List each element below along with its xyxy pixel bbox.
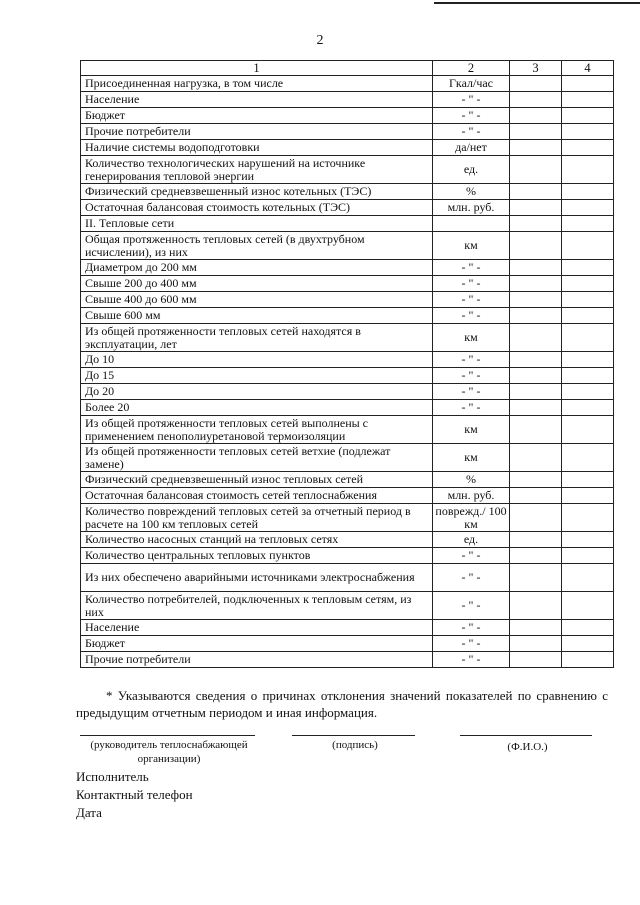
row-col-4: [562, 532, 614, 548]
row-unit: - " -: [433, 620, 510, 636]
row-col-3: [510, 140, 562, 156]
row-label: Физический средневзвешенный износ тепловых сетей: [81, 472, 433, 488]
row-label: Население: [81, 620, 433, 636]
row-col-4: [562, 276, 614, 292]
row-col-3: [510, 124, 562, 140]
row-col-4: [562, 92, 614, 108]
table-row: [81, 260, 614, 276]
row-label: Физический средневзвешенный износ котельных (ТЭС): [81, 184, 433, 200]
row-col-4: [562, 124, 614, 140]
row-label: II. Тепловые сети: [81, 216, 433, 232]
table-row: [81, 216, 614, 232]
row-label: Из общей протяженности тепловых сетей выполнены с применением пенополиуретановой термоизоляции: [81, 416, 433, 444]
table-row: [81, 184, 614, 200]
table-row: [81, 532, 614, 548]
row-unit: Гкал/час: [433, 76, 510, 92]
row-col-3: [510, 488, 562, 504]
row-col-3: [510, 368, 562, 384]
row-label: Диаметром до 200 мм: [81, 260, 433, 276]
table-row: [81, 652, 614, 668]
row-col-3: [510, 620, 562, 636]
row-col-4: [562, 184, 614, 200]
footnote: * Указываются сведения о причинах отклонения значений показателей по сравнению с предыдущим отчетным периодом и иная информация.: [76, 688, 608, 720]
row-unit: км: [433, 416, 510, 444]
row-col-4: [562, 324, 614, 352]
table-row: [81, 620, 614, 636]
row-label: До 15: [81, 368, 433, 384]
row-label: Количество повреждений тепловых сетей за отчетный период в расчете на 100 км тепловых сетей: [81, 504, 433, 532]
table-row: [81, 472, 614, 488]
row-label: Из общей протяженности тепловых сетей находятся в эксплуатации, лет: [81, 324, 433, 352]
row-col-4: [562, 260, 614, 276]
row-unit: км: [433, 324, 510, 352]
table-row: [81, 92, 614, 108]
row-unit: ед.: [433, 532, 510, 548]
table-row: [81, 352, 614, 368]
table-row: [81, 124, 614, 140]
row-unit: км: [433, 232, 510, 260]
table-row: [81, 488, 614, 504]
row-col-4: [562, 592, 614, 620]
table-row: [81, 416, 614, 444]
table-row: [81, 292, 614, 308]
row-label: Бюджет: [81, 108, 433, 124]
row-label: Свыше 600 мм: [81, 308, 433, 324]
row-col-3: [510, 308, 562, 324]
row-col-3: [510, 532, 562, 548]
row-col-4: [562, 504, 614, 532]
row-col-3: [510, 92, 562, 108]
row-unit: млн. руб.: [433, 200, 510, 216]
row-col-3: [510, 564, 562, 592]
table-row: [81, 276, 614, 292]
table-row: [81, 200, 614, 216]
header-col-2: 2: [433, 61, 510, 76]
row-unit: - " -: [433, 400, 510, 416]
row-unit: %: [433, 472, 510, 488]
row-col-4: [562, 472, 614, 488]
row-label: Прочие потребители: [81, 652, 433, 668]
row-col-4: [562, 620, 614, 636]
row-col-4: [562, 108, 614, 124]
header-col-1: 1: [81, 61, 433, 76]
row-label: Бюджет: [81, 636, 433, 652]
row-col-3: [510, 76, 562, 92]
row-col-3: [510, 200, 562, 216]
row-unit: - " -: [433, 652, 510, 668]
row-col-4: [562, 352, 614, 368]
row-col-3: [510, 324, 562, 352]
row-label: До 20: [81, 384, 433, 400]
row-col-4: [562, 216, 614, 232]
row-label: Присоединенная нагрузка, в том числе: [81, 76, 433, 92]
row-col-3: [510, 260, 562, 276]
table-row: [81, 400, 614, 416]
row-col-4: [562, 368, 614, 384]
row-label: Остаточная балансовая стоимость котельных (ТЭС): [81, 200, 433, 216]
table-row: [81, 592, 614, 620]
row-label: Более 20: [81, 400, 433, 416]
top-rule: [434, 2, 640, 4]
row-col-4: [562, 652, 614, 668]
row-col-3: [510, 184, 562, 200]
row-label: Количество потребителей, подключенных к тепловым сетям, из них: [81, 592, 433, 620]
row-label: Количество насосных станций на тепловых сетях: [81, 532, 433, 548]
table-header-row: [81, 61, 614, 76]
row-col-3: [510, 592, 562, 620]
row-col-3: [510, 652, 562, 668]
row-unit: - " -: [433, 276, 510, 292]
row-unit: %: [433, 184, 510, 200]
row-col-4: [562, 444, 614, 472]
row-col-4: [562, 200, 614, 216]
row-col-3: [510, 232, 562, 260]
row-unit: ед.: [433, 156, 510, 184]
row-col-3: [510, 400, 562, 416]
table-row: [81, 76, 614, 92]
row-col-3: [510, 108, 562, 124]
executor-label: Исполнитель: [76, 769, 149, 784]
table-row: [81, 156, 614, 184]
row-unit: - " -: [433, 260, 510, 276]
row-unit: - " -: [433, 308, 510, 324]
row-label: Из них обеспечено аварийными источниками электроснабжения: [81, 564, 433, 592]
table-row: [81, 444, 614, 472]
row-unit: [433, 216, 510, 232]
head-signature-line: [80, 735, 255, 736]
name-line: [460, 735, 592, 736]
table-row: [81, 504, 614, 532]
row-label: До 10: [81, 352, 433, 368]
row-unit: - " -: [433, 124, 510, 140]
table-row: [81, 308, 614, 324]
row-label: Свыше 400 до 600 мм: [81, 292, 433, 308]
row-unit: - " -: [433, 564, 510, 592]
row-unit: - " -: [433, 384, 510, 400]
row-label: Наличие системы водоподготовки: [81, 140, 433, 156]
row-label: Свыше 200 до 400 мм: [81, 276, 433, 292]
table-body: [81, 76, 614, 668]
row-col-4: [562, 416, 614, 444]
row-col-4: [562, 636, 614, 652]
row-label: Общая протяженность тепловых сетей (в двухтрубном исчислении), из них: [81, 232, 433, 260]
row-unit: млн. руб.: [433, 488, 510, 504]
row-col-3: [510, 156, 562, 184]
table-row: [81, 564, 614, 592]
row-col-4: [562, 308, 614, 324]
table-row: [81, 140, 614, 156]
row-unit: - " -: [433, 352, 510, 368]
signature-caption: (подпись): [332, 739, 378, 751]
table-row: [81, 368, 614, 384]
row-unit: км: [433, 444, 510, 472]
table-row: [81, 232, 614, 260]
row-col-3: [510, 472, 562, 488]
head-caption: (руководитель теплоснабжающей организации): [90, 739, 248, 765]
row-label: Количество технологических нарушений на источнике генерирования тепловой энергии: [81, 156, 433, 184]
row-col-4: [562, 76, 614, 92]
table-row: [81, 324, 614, 352]
header-col-3: 3: [510, 61, 562, 76]
row-unit: - " -: [433, 108, 510, 124]
row-label: Количество центральных тепловых пунктов: [81, 548, 433, 564]
row-col-3: [510, 636, 562, 652]
row-col-4: [562, 232, 614, 260]
table-row: [81, 384, 614, 400]
row-col-4: [562, 400, 614, 416]
row-unit: - " -: [433, 292, 510, 308]
row-unit: - " -: [433, 548, 510, 564]
row-col-3: [510, 444, 562, 472]
indicators-table: [80, 60, 614, 668]
row-unit: - " -: [433, 368, 510, 384]
table-row: [81, 636, 614, 652]
table-row: [81, 548, 614, 564]
signature-line: [292, 735, 415, 736]
row-col-4: [562, 292, 614, 308]
row-col-4: [562, 156, 614, 184]
row-label: Прочие потребители: [81, 124, 433, 140]
name-caption: (Ф.И.О.): [507, 741, 548, 753]
row-col-4: [562, 384, 614, 400]
row-unit: поврежд./ 100 км: [433, 504, 510, 532]
row-col-4: [562, 488, 614, 504]
row-col-4: [562, 548, 614, 564]
row-col-3: [510, 216, 562, 232]
row-unit: - " -: [433, 636, 510, 652]
page-number: 2: [316, 33, 324, 48]
row-col-3: [510, 504, 562, 532]
row-col-4: [562, 140, 614, 156]
row-unit: да/нет: [433, 140, 510, 156]
row-col-3: [510, 548, 562, 564]
row-col-4: [562, 564, 614, 592]
row-unit: - " -: [433, 92, 510, 108]
row-label: Население: [81, 92, 433, 108]
row-col-3: [510, 416, 562, 444]
row-col-3: [510, 292, 562, 308]
header-col-4: 4: [562, 61, 614, 76]
row-label: Из общей протяженности тепловых сетей ветхие (подлежат замене): [81, 444, 433, 472]
row-col-3: [510, 352, 562, 368]
row-col-3: [510, 384, 562, 400]
phone-label: Контактный телефон: [76, 787, 193, 802]
table-row: [81, 108, 614, 124]
date-label: Дата: [76, 805, 102, 820]
row-unit: - " -: [433, 592, 510, 620]
row-col-3: [510, 276, 562, 292]
row-label: Остаточная балансовая стоимость сетей теплоснабжения: [81, 488, 433, 504]
